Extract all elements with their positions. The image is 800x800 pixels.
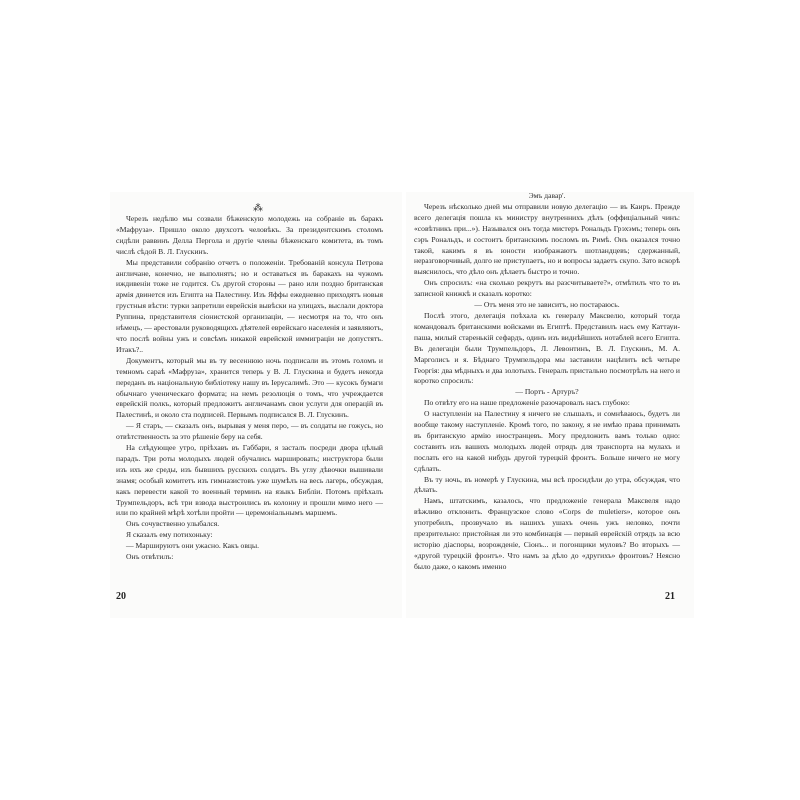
right-paragraph: Намъ, штатскимъ, казалось, что предложеніе генерала Максвеля надо вѣжливо отклонить. Французское слово «Corps de muletiers», которое онъ употребилъ, прозвучало въ нашихъ ушахъ очень ужъ неловко, почти презрительно: пристойная ли это комбинація — первый еврейскій отрядъ за всю исторію діаспоры, возрожденіе, Сіонъ... и погонщики муловъ? Во вторыхъ — «другой турецкій фронтъ». Что намъ за дѣло до «другихъ» фронтовъ? Неясно было даже, о какомъ именно bbox=[414, 496, 680, 571]
left-paragraph: Мы представили собранію отчетъ о положеніи. Требованій консула Петрова англичане, конечно, не выполнятъ; но и оставаться въ баракахъ на чужомъ иждивеніи тоже не годится. Съ другой стороны — рано или поздно британская армія двинется изъ Египта на Палестину. Изъ Яффы ежедневно приходятъ новыя грустныя вѣсти: турки запретили еврейскія вывѣски на улицахъ, выслали доктора Руппина, представителя сіонистской организаціи, — несмотря на то, что онъ нѣмецъ, — арестовали руководящихъ дѣятелей еврейскаго населенія и заявляютъ, что послѣ войны ужъ и совсѣмъ никакой еврейской иммиграціи не допустятъ. Итакъ?.. bbox=[116, 257, 383, 354]
section-ornament: ⁂ bbox=[253, 203, 263, 214]
right-paragraph: Послѣ этого, делегація поѣхала къ генералу Максвелю, который тогда командовалъ британскими войсками въ Египтѣ. Представилъ насъ ему Каттауи-паша, милый старенькій сефардъ, одинъ изъ виднѣйшихъ нотаблей всего Египта. Въ делегаціи были Трумпельдоръ, Л. Левонтинъ, В. Л. Глускинъ, М. А. Марголисъ и я. Бѣднаго Трумпельдора мы заставили нацѣпить всѣ четыре Георгія: два мѣдныхъ и два золотыхъ. Генералъ пристально посмотрѣлъ на него и коротко спросилъ: bbox=[414, 310, 680, 386]
left-paragraph: Я сказалъ ему потихоньку: bbox=[126, 530, 213, 540]
right-paragraph: Черезъ нѣсколько дней мы отправили новую делегацію — въ Каиръ. Прежде всего делегація пошла къ министру внутреннихъ дѣлъ (оффиціальный чинъ: «совѣтникъ при...»). Назывался онъ тогда мистеръ Рональдъ Грэхэмъ; теперь онъ сэръ Рональдъ, и состоитъ британскимъ посломъ въ Римѣ. Онъ оказался точно такой, какимъ я въ юности изображаютъ шотландцевъ; сдержанный, неразговорчивый, долго не приступаетъ, но и вопросы задаетъ скупо. Зато вскорѣ выяснилось, что дѣло онъ дѣлаетъ быстро и точно. bbox=[414, 201, 680, 277]
left-paragraph: Документъ, который мы въ ту весеннюю ночь подписали въ этомъ голомъ и темномъ сараѣ «Мафруза», хранится теперь у В. Л. Глускина и будетъ некогда переданъ въ національную библіотеку нашу въ Іерусалимѣ. Это — кусокъ бумаги обычнаго ученическаго формата; на немъ резолюція о томъ, что учреждается еврейскій полкъ, который предложитъ англичанамъ свои услуги для операцій въ Палестинѣ, и около ста подписей. Первымъ подписался В. Л. Глускинъ. bbox=[116, 355, 383, 420]
right-paragraph: — Отъ меня это не зависитъ, но постараюсь. bbox=[474, 300, 620, 310]
left-paragraph: Черезъ недѣлю мы созвали бѣженскую молодежь на собраніе въ баракъ «Мафруза». Пришло около двухсотъ человѣкъ. За президентскимъ столомъ сидѣли раввинъ Делла Пергола и другіе члены бѣженскаго комитета, въ томъ числѣ сѣдой В. Л. Глускинъ. bbox=[116, 214, 383, 256]
right-paragraph: Онъ спросилъ: «на сколько рекрутъ вы разсчитываете?», отмѣтилъ что то въ записной книжкѣ и сказалъ коротко: bbox=[414, 278, 680, 299]
right-page-text bbox=[414, 191, 680, 573]
right-paragraph: По отвѣту его на наше предложеніе разочаровалъ насъ глубоко: bbox=[424, 398, 630, 408]
right-paragraph: — Портъ - Артуръ? bbox=[515, 387, 579, 397]
right-paragraph: Эмъ давар'. bbox=[528, 191, 566, 200]
right-paragraph: Въ ту ночь, въ номерѣ у Глускина, мы всѣ просидѣли до утра, обсуждая, что дѣлать. bbox=[414, 474, 680, 495]
right-page-number: 21 bbox=[665, 591, 675, 602]
left-paragraph: — Маршируютъ они ужасно. Какъ овцы. bbox=[126, 541, 259, 551]
right-paragraph: О наступленіи на Палестину я ничего не слышалъ, и сомнѣваюсь, будетъ ли вообще такому наступленіе. Кромѣ того, по закону, я не имѣю права принимать въ британскую армію иностранцевъ. Могу предложить вамъ только одно: составить изъ вашихъ молодыхъ людей отрядъ для транспорта на мулахъ и послать его на какой нибудь другой турецкій фронтъ. Больше ничего не могу сдѣлать. bbox=[414, 409, 680, 473]
left-paragraph: На слѣдующее утро, пріѣхавъ въ Габбари, я засталъ посреди двора цѣлый парадъ. Три роты молодыхъ людей обучались маршировать; инструктора были изъ ихъ же среды, изъ бывшихъ русскихъ солдатъ. Въ углу дѣвочки вышивали знамя; особый комитетъ изъ гимназистовъ уже шумѣлъ на весь лагерь, обсуждая, какъ перевести какой то военный терминъ на языкъ Библіи. Потомъ пріѣхалъ Трумпельдоръ, всѣ три взвода выстроились въ колонну и прошли мимо него — или по крайней мѣрѣ хотѣли пройти — церемоніальнымъ маршемъ. bbox=[116, 443, 383, 518]
left-paragraph: Онъ сочувственно улыбался. bbox=[126, 519, 220, 529]
left-paragraph: Онъ отвѣтилъ: bbox=[126, 552, 174, 562]
left-page-number: 20 bbox=[116, 591, 126, 602]
left-page-text bbox=[116, 214, 383, 563]
left-paragraph: — Я старъ, — сказалъ онъ, вырывая у меня перо, — въ солдаты не гожусь, но отвѣтственность за это рѣшеніе беру на себя. bbox=[116, 421, 383, 442]
